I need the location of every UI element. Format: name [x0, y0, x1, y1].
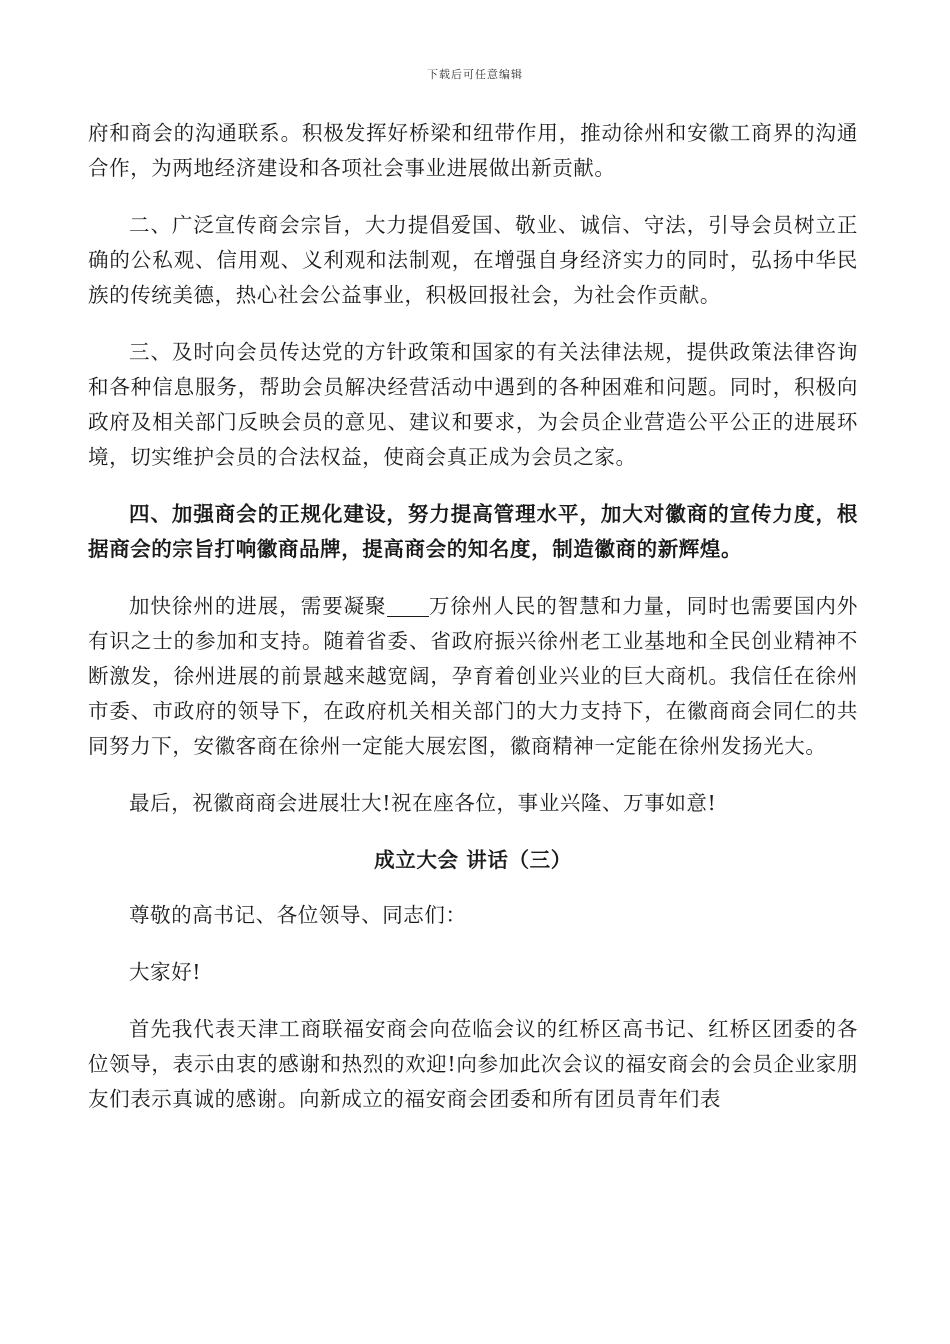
- paragraph-5: [88, 589, 858, 764]
- paragraph-2: 二、广泛宣传商会宗旨，大力提倡爱国、敬业、诚信、守法，引导会员树立正确的公私观、信用观、义利观和法制观，在增强自身经济实力的同时，弘扬中华民族的传统美德，热心社会公益事业，积极回报社会，为社会作贡献。: [88, 213, 858, 307]
- fill-blank: [387, 594, 429, 617]
- paragraph-4-bold: 四、加强商会的正规化建设，努力提高管理水平，加大对徽商的宣传力度，根据商会的宗旨打响徽商品牌，提高商会的知名度，制造徽商的新辉煌。: [88, 502, 858, 561]
- greeting: 大家好!: [129, 960, 202, 984]
- paragraph-9: 首先我代表天津工商联福安商会向莅临会议的红桥区高书记、红桥区团委的各位领导，表示由衷的感谢和热烈的欢迎!向参加此次会议的福安商会的会员企业家朋友们表示真诚的感谢。向新成立的福安商会团委和所有团员青年们表: [88, 1017, 858, 1111]
- section-title: 成立大会 讲话（三）: [374, 848, 572, 872]
- paragraph-1: 府和商会的沟通联系。积极发挥好桥梁和纽带作用，推动徐州和安徽工商界的沟通合作，为两地经济建设和各项社会事业进展做出新贡献。: [88, 121, 858, 180]
- paragraph-5-before: 加快徐州的进展，需要凝聚: [129, 594, 387, 618]
- paragraph-3: 三、及时向会员传达党的方针政策和国家的有关法律法规，提供政策法律咨询和各种信息服务，帮助会员解决经营活动中遇到的各种困难和问题。同时，积极向政府及相关部门反映会员的意见、建议和要求，为会员企业营造公平公正的进展环境，切实维护会员的合法权益，使商会真正成为会员之家。: [88, 340, 858, 469]
- page-header: 下载后可任意编辑: [427, 68, 523, 81]
- document-body: [88, 116, 858, 1139]
- paragraph-5-after: 万徐州人民的智慧和力量，同时也需要国内外有识之士的参加和支持。随着省委、省政府振兴徐州老工业基地和全民创业精神不断激发，徐州进展的前景越来越宽阔，孕育着创业兴业的巨大商机。我信任在徐州市委、市政府的领导下，在政府机关相关部门的大力支持下，在徽商商会同仁的共同努力下，安徽客商在徐州一定能大展宏图，徽商精神一定能在徐州发扬光大。: [88, 594, 858, 758]
- salutation: 尊敬的高书记、各位领导、同志们：: [129, 903, 467, 927]
- paragraph-6: 最后，祝徽商商会进展壮大!祝在座各位，事业兴隆、万事如意!: [129, 791, 717, 815]
